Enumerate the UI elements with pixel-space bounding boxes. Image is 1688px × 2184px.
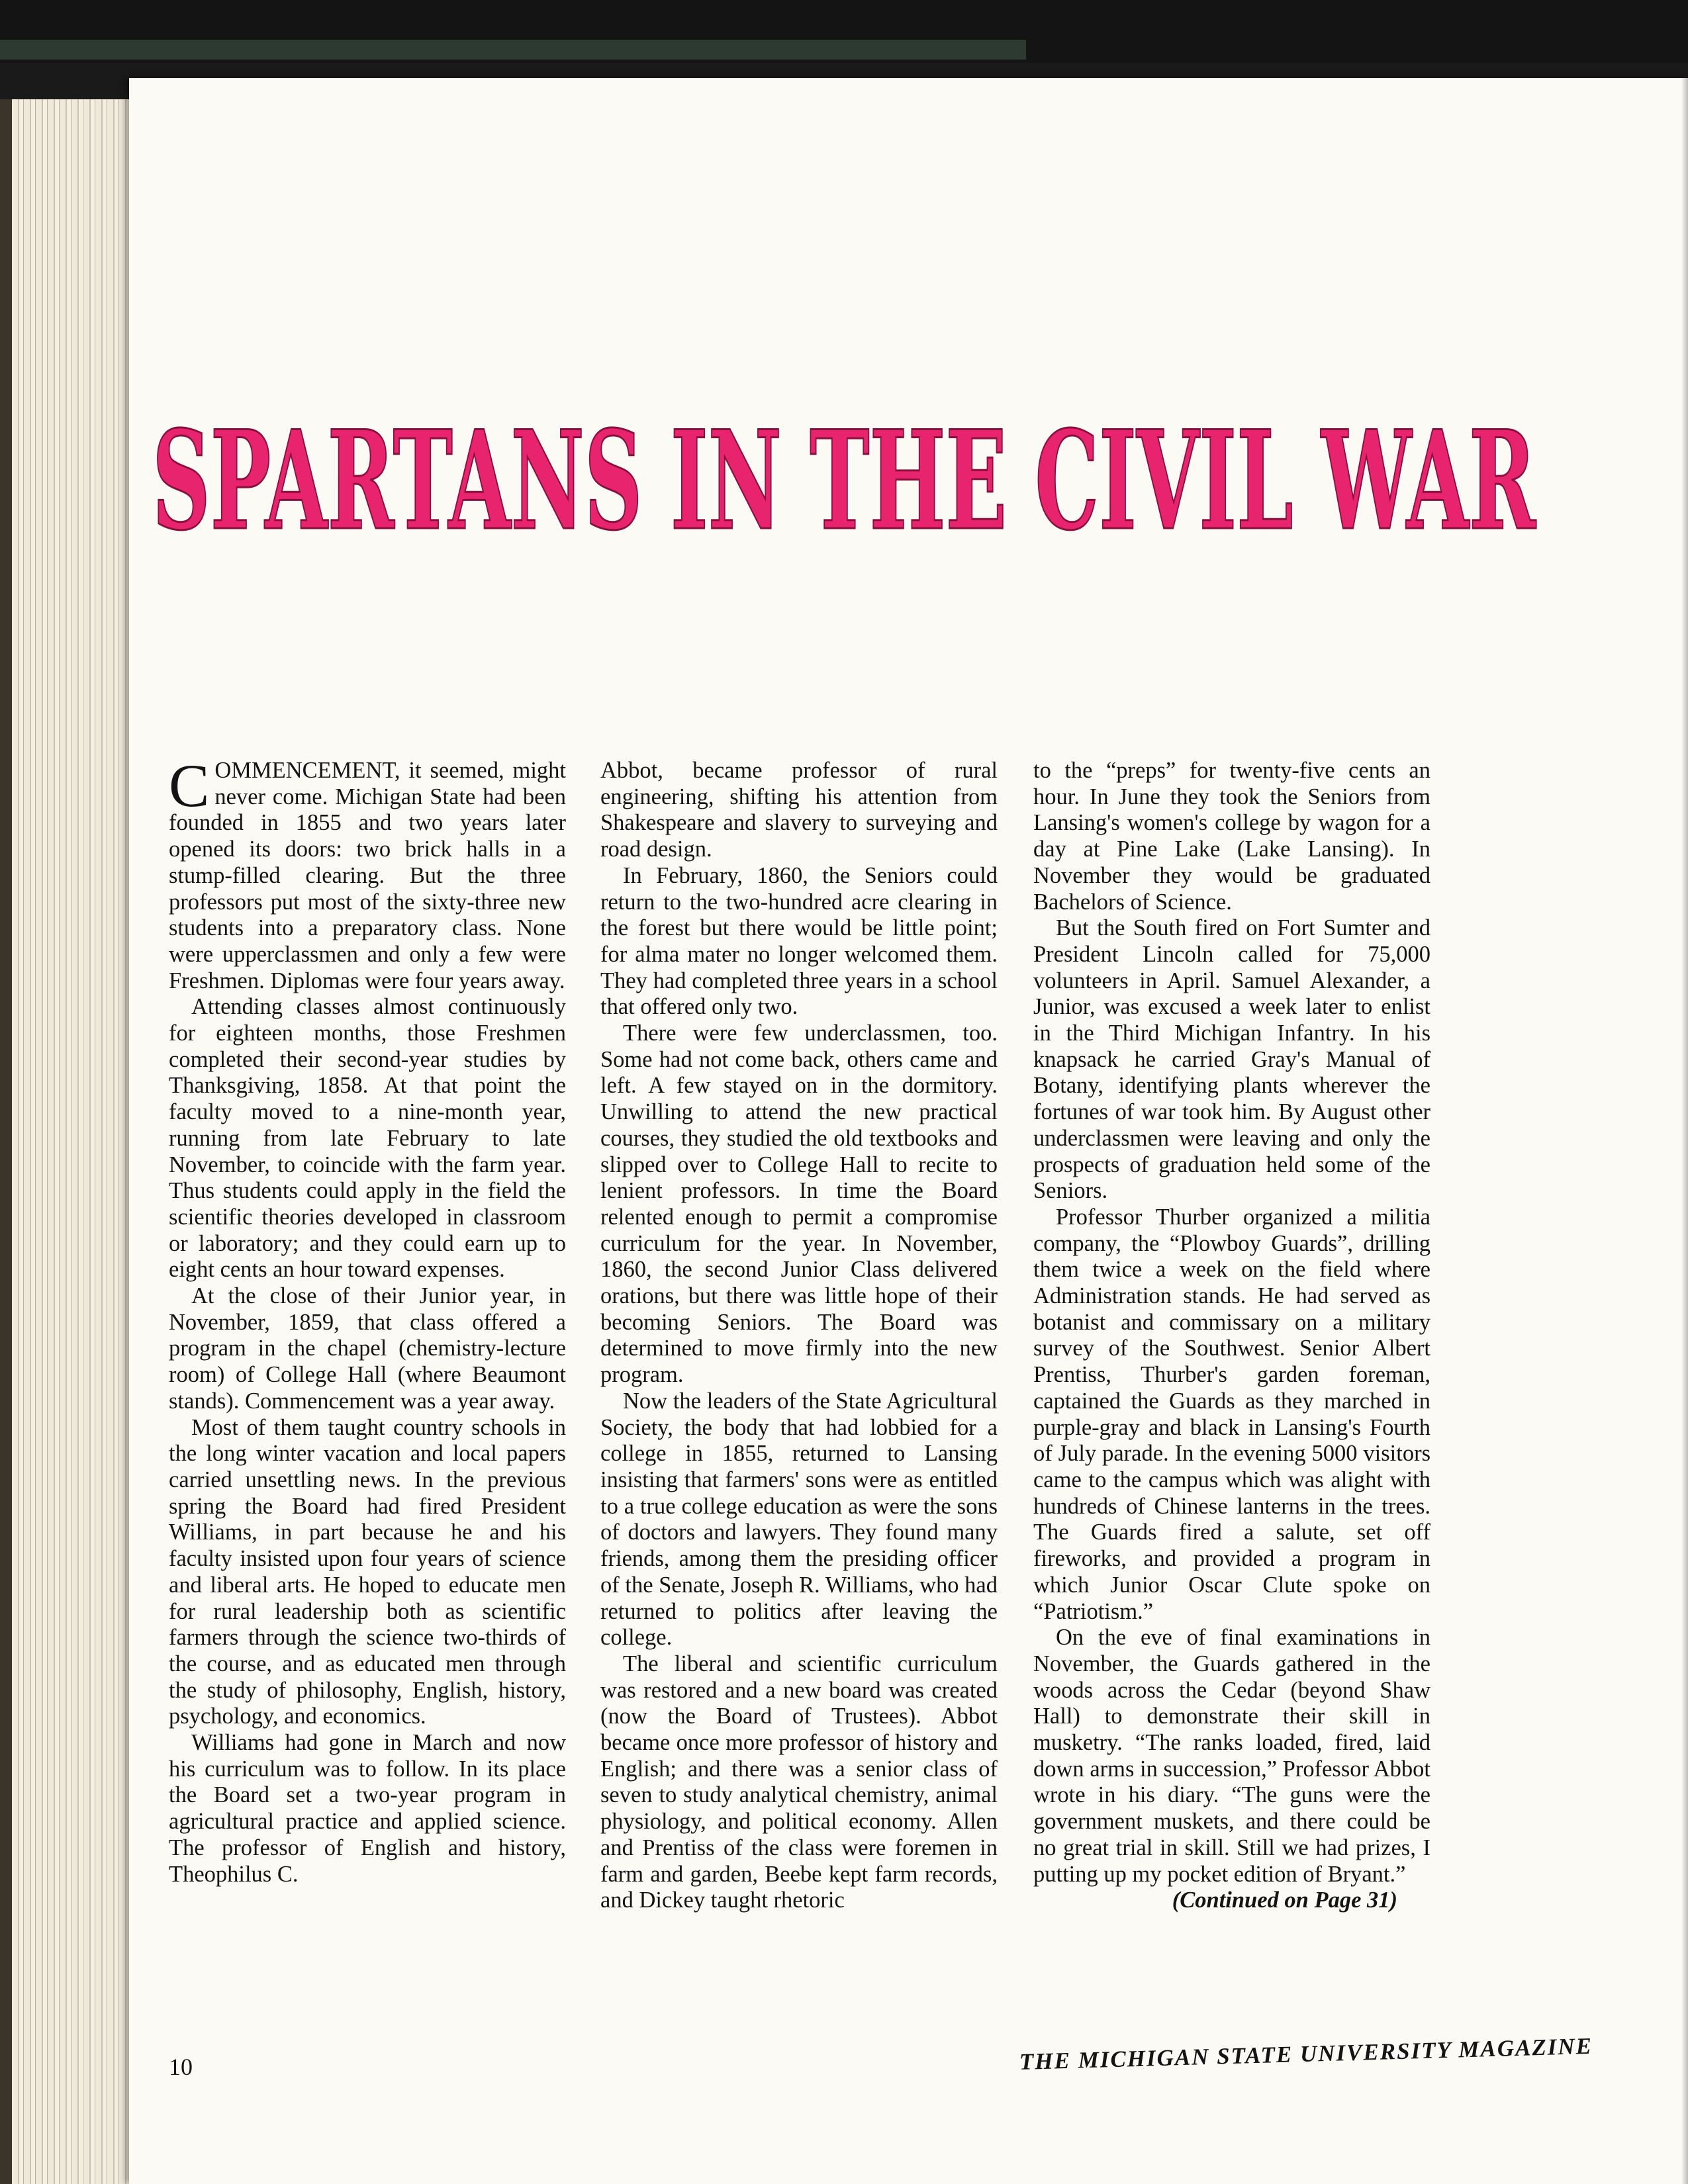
page-edge-shadow (1681, 78, 1688, 2184)
paragraph: Abbot, became professor of rural engineering, shifting his attention from Shakespeare and slavery to surveying and road design. (600, 758, 998, 862)
column-3 (1033, 758, 1430, 2032)
article-body (169, 752, 1430, 2032)
page-number: 10 (169, 2054, 193, 2080)
drop-cap: C (169, 752, 210, 819)
paragraph: Williams had gone in March and now his curriculum was to follow. In its place the Board set a two-year program in agricultural practice and applied science. The professor of English and history, Theophilus C. (169, 1730, 566, 1887)
paragraph: In February, 1860, the Seniors could return to the two-hundred acre clearing in the forest but there would be little point; for alma mater no longer welcomed them. They had completed three years in a school that offered only two. (600, 862, 998, 1020)
paragraph: Most of them taught country schools in the long winter vacation and local papers carried unsettling news. In the previous spring the Board had fired President Williams, in part because he and his faculty insisted upon four years of science and liberal arts. He hoped to educate men for rural leadership both as scientific farmers through the science two-thirds of the course, and as educated men through the study of philosophy, English, history, psychology, and economics. (169, 1414, 566, 1729)
paragraph: At the close of their Junior year, in November, 1859, that class offered a program in the chapel (chemistry-lecture room) of College Hall (where Beaumont stands). Commencement was a year away. (169, 1283, 566, 1414)
column-2 (600, 758, 998, 2032)
paragraph: There were few underclassmen, too. Some had not come back, others came and left. A few stayed on in the dormitory. Unwilling to attend the new practical courses, they studied the old textbooks and slipped over to College Hall to recite to lenient professors. In time the Board relented enough to permit a compromise curriculum for the year. In November, 1860, the second Junior Class delivered orations, but there was little hope of their becoming Seniors. The Board was determined to move firmly into the new program. (600, 1021, 998, 1388)
paragraph: COMMENCEMENT, it seemed, might never come. Michigan State had been founded in 1855 and two years later opened its doors: two brick halls in a stump-filled clearing. But the three professors put most of the sixty-three new students into a preparatory class. None were upperclassmen and only a few were Freshmen. Diplomas were four years away. (169, 752, 566, 993)
scanner-top-edge (0, 0, 1688, 63)
paragraph: Now the leaders of the State Agricultural Society, the body that had lobbied for a college in 1855, returned to Lansing insisting that farmers' sons were as entitled to a true college education as were the sons of doctors and lawyers. They found many friends, among them the presiding officer of the Senate, Joseph R. Williams, who had returned to politics after leaving the college. (600, 1388, 998, 1651)
article-title (149, 384, 1539, 576)
paragraph: The liberal and scientific curriculum was restored and a new board was created (now the Board of Trustees). Abbot became once more professor of history and English; and there was a senior class of seven to study analytical chemistry, animal physiology, and political economy. Allen and Prentiss of the class were foremen in farm and garden, Beebe kept farm records, and Dickey taught rhetoric (600, 1651, 998, 1913)
continued-note: (Continued on Page 31) (1172, 1888, 1397, 1913)
column-1 (169, 752, 566, 2032)
paragraph: Professor Thurber organized a militia company, the “Plowboy Guards”, drilling them twice a week on the field where Administration stands. He had served as botanist and commissary on a military survey of the Southwest. Senior Albert Prentiss, Thurber's garden foreman, captained the Guards as they marched in purple-gray and black in Lansing's Fourth of July parade. In the evening 5000 visitors came to the campus which was alight with hundreds of Chinese lanterns in the trees. The Guards fired a salute, set off fireworks, and provided a program in which Junior Oscar Clute spoke on “Patriotism.” (1033, 1204, 1430, 1624)
paragraph: to the “preps” for twenty-five cents an hour. In June they took the Seniors from Lansing's women's college by wagon for a day at Pine Lake (Lake Lansing). In November they would be graduated Bachelors of Science. (1033, 758, 1430, 915)
article-title-text: SPARTANS IN THE CIVIL WAR (152, 402, 1536, 561)
paragraph: On the eve of final examinations in November, the Guards gathered in the woods across the Cedar (beyond Shaw Hall) to demonstrate their skill in musketry. “The ranks loaded, fired, laid down arms in succession,” Professor Abbot wrote in his diary. “The guns were the government muskets, and there could be no great trial in skill. Still we had prizes, I putting up my pocket edition of Bryant.” (1033, 1625, 1430, 1887)
paragraph: Attending classes almost continuously for eighteen months, those Freshmen completed their second-year studies by Thanksgiving, 1858. At that point the faculty moved to a nine-month year, running from late February to late November, to coincide with the farm year. Thus students could apply in the field the scientific theories developed in classroom or laboratory; and they could earn up to eight cents an hour toward expenses. (169, 994, 566, 1283)
paragraph: But the South fired on Fort Sumter and President Lincoln called for 75,000 volunteers in April. Samuel Alexander, a Junior, was excused a week later to enlist in the Third Michigan Infantry. In his knapsack he carried Gray's Manual of Botany, identifying plants wherever the fortunes of war took him. By August other underclassmen were leaving and only the prospects of graduation held some of the Seniors. (1033, 915, 1430, 1204)
magazine-name: THE MICHIGAN STATE UNIVERSITY MAGAZINE (1019, 2032, 1593, 2075)
